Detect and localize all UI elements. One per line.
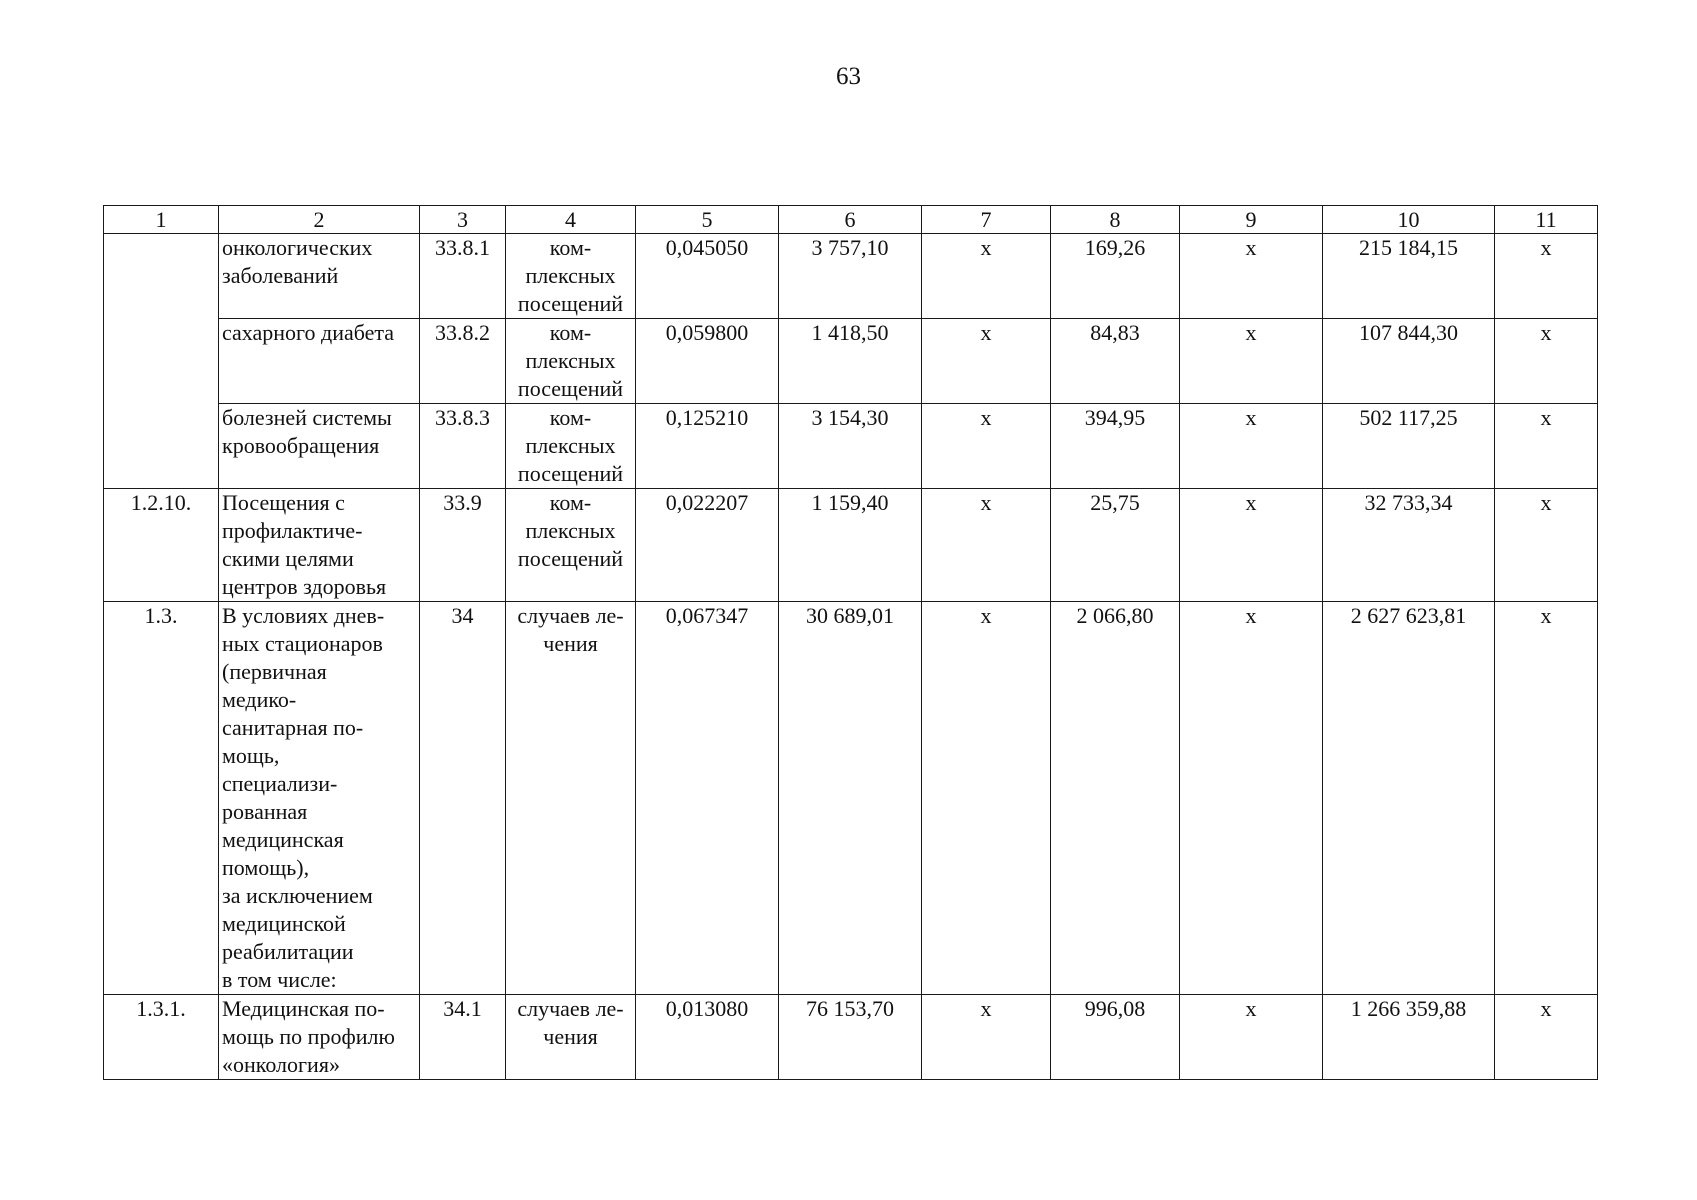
column-header: 11 (1495, 206, 1598, 234)
column-header: 4 (506, 206, 636, 234)
column-header: 5 (636, 206, 779, 234)
column-header: 3 (420, 206, 506, 234)
row-value-cell: х (922, 404, 1051, 489)
row-value-cell: 996,08 (1051, 995, 1180, 1080)
column-header: 6 (779, 206, 922, 234)
row-value-cell: х (1495, 489, 1598, 602)
row-code-cell: 33.9 (420, 489, 506, 602)
row-code-cell: 34.1 (420, 995, 506, 1080)
row-value-cell: 76 153,70 (779, 995, 922, 1080)
row-value-cell: х (1495, 995, 1598, 1080)
row-value-cell: 25,75 (1051, 489, 1180, 602)
row-name-cell: онкологических заболеваний (219, 234, 420, 319)
row-value-cell: 0,059800 (636, 319, 779, 404)
row-value-cell: х (1495, 234, 1598, 319)
row-name-cell: сахарного диабета (219, 319, 420, 404)
table-header-row (104, 206, 1598, 234)
row-value-cell: х (1495, 404, 1598, 489)
row-value-cell: х (922, 995, 1051, 1080)
column-header: 10 (1323, 206, 1495, 234)
row-value-cell: 169,26 (1051, 234, 1180, 319)
row-value-cell: 84,83 (1051, 319, 1180, 404)
row-value-cell: х (1180, 995, 1323, 1080)
row-value-cell: х (922, 319, 1051, 404)
row-value-cell: х (1180, 404, 1323, 489)
row-code-cell: 33.8.2 (420, 319, 506, 404)
row-value-cell: 394,95 (1051, 404, 1180, 489)
row-name-cell: болезней системы кровообращения (219, 404, 420, 489)
row-code-cell: 33.8.1 (420, 234, 506, 319)
row-value-cell: 1 159,40 (779, 489, 922, 602)
row-unit-cell: ком- плексных посещений (506, 319, 636, 404)
row-value-cell: 32 733,34 (1323, 489, 1495, 602)
row-number-cell: 1.3.1. (104, 995, 219, 1080)
row-value-cell: х (1180, 489, 1323, 602)
row-value-cell: 3 757,10 (779, 234, 922, 319)
table-row (104, 319, 1598, 404)
column-header: 1 (104, 206, 219, 234)
table-row (104, 995, 1598, 1080)
row-name-cell: Посещения с профилактиче- скими целями центров здоровья (219, 489, 420, 602)
row-value-cell: 0,125210 (636, 404, 779, 489)
column-header: 7 (922, 206, 1051, 234)
column-header: 2 (219, 206, 420, 234)
table-row (104, 602, 1598, 995)
row-value-cell: 3 154,30 (779, 404, 922, 489)
table-row (104, 404, 1598, 489)
row-value-cell: 2 627 623,81 (1323, 602, 1495, 995)
row-value-cell: 502 117,25 (1323, 404, 1495, 489)
row-value-cell: х (1495, 602, 1598, 995)
row-value-cell: 0,045050 (636, 234, 779, 319)
column-header: 9 (1180, 206, 1323, 234)
row-code-cell: 34 (420, 602, 506, 995)
column-header: 8 (1051, 206, 1180, 234)
row-value-cell: 0,022207 (636, 489, 779, 602)
row-value-cell: 2 066,80 (1051, 602, 1180, 995)
row-value-cell: 0,067347 (636, 602, 779, 995)
row-value-cell: х (1180, 234, 1323, 319)
row-value-cell: х (922, 234, 1051, 319)
row-value-cell: 30 689,01 (779, 602, 922, 995)
row-value-cell: х (922, 489, 1051, 602)
row-value-cell: 1 418,50 (779, 319, 922, 404)
row-number-cell: 1.2.10. (104, 489, 219, 602)
row-value-cell: х (1495, 319, 1598, 404)
row-name-cell: Медицинская по- мощь по профилю «онкология» (219, 995, 420, 1080)
row-value-cell: х (1180, 602, 1323, 995)
table-row (104, 234, 1598, 319)
row-value-cell: 0,013080 (636, 995, 779, 1080)
row-unit-cell: ком- плексных посещений (506, 404, 636, 489)
row-unit-cell: случаев ле- чения (506, 995, 636, 1080)
row-number-cell (104, 234, 219, 489)
page-number: 63 (836, 63, 861, 90)
row-value-cell: х (1180, 319, 1323, 404)
row-value-cell: 215 184,15 (1323, 234, 1495, 319)
table-row (104, 489, 1598, 602)
row-name-cell: В условиях днев- ных стационаров (первичная медико- санитарная по- мощь, специализи- рованная медицинская помощь), за исключением медицинской реабилитации в том числе: (219, 602, 420, 995)
row-unit-cell: случаев ле- чения (506, 602, 636, 995)
row-unit-cell: ком- плексных посещений (506, 489, 636, 602)
row-number-cell: 1.3. (104, 602, 219, 995)
row-code-cell: 33.8.3 (420, 404, 506, 489)
row-value-cell: 107 844,30 (1323, 319, 1495, 404)
row-value-cell: х (922, 602, 1051, 995)
row-value-cell: 1 266 359,88 (1323, 995, 1495, 1080)
data-table (103, 205, 1598, 1080)
row-unit-cell: ком- плексных посещений (506, 234, 636, 319)
